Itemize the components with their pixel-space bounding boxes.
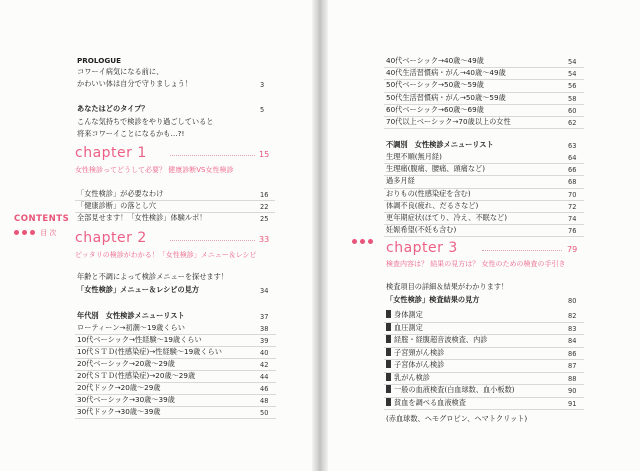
list-item: [386, 201, 478, 210]
list-item: [386, 117, 511, 126]
divider: [384, 409, 584, 410]
dot-icon: [368, 239, 373, 244]
chapter2-title: chapter 2: [75, 230, 147, 246]
list-item-page: 91: [568, 399, 577, 408]
list-item: [386, 348, 444, 357]
ch2-list-heading: 年代別 女性検診メニューリスト: [77, 311, 185, 320]
ch2-intro: 年齢と不調によって検診メニューを探せます！: [77, 272, 228, 281]
list-item-page: 70: [568, 190, 577, 199]
list-item-label: 貧血を調べる血液検査: [394, 397, 466, 407]
dot-icon: [352, 239, 357, 244]
list-item-label: 一般の血液検査(白血球数、血小板数): [394, 385, 515, 394]
symptom-heading: 不調別 女性検診メニューリスト: [386, 140, 494, 149]
list-item-page: 86: [568, 349, 577, 358]
ch1-item-2-page: 22: [260, 203, 269, 211]
list-item-page: 50: [260, 409, 269, 417]
type-page: 5: [260, 106, 265, 114]
ch3-heading: 「女性検診」検査結果の見方: [386, 295, 480, 304]
list-item-page: 42: [260, 361, 269, 369]
list-item-page: 68: [568, 178, 577, 187]
list-item-label: 30代ベーシック→30歳〜39歳: [77, 395, 175, 404]
ch3-last-sub: (赤血球数、ヘモグロビン、ヘマトクリット): [386, 414, 528, 423]
list-item-label: 50代生活習慣病・がん→50歳〜59歳: [386, 92, 506, 102]
list-item-label: 20代ベーシック→20歳〜29歳: [77, 359, 175, 368]
list-item: [77, 371, 195, 380]
left-page: [0, 0, 318, 471]
bullet-icon: [386, 385, 391, 393]
list-item: [386, 225, 456, 234]
chapter1-leader: [170, 155, 255, 156]
list-item: [386, 80, 484, 89]
list-item: [77, 323, 185, 332]
list-item-label: 妊娠希望(不妊も含む): [386, 225, 457, 235]
dot-icon: [14, 230, 19, 235]
chapter3-page: 79: [567, 245, 578, 254]
list-item-page: 62: [568, 119, 577, 127]
list-item: [386, 213, 507, 222]
chapter2-subtitle: ピッタリの検診がわかる！「女性検診」メニュー＆レシピ: [75, 251, 257, 259]
list-item-label: 50代ベーシック→50歳〜59歳: [386, 80, 484, 90]
list-item: [386, 152, 442, 161]
list-item-page: 39: [260, 337, 269, 345]
chapter3-subtitle: 検査内容は？ 結果の見方は？ 女性のための検査の手引き: [386, 260, 566, 268]
list-item-page: 90: [568, 387, 577, 395]
list-item-label: 更年期症状(ほてり、冷え、不眠など): [386, 213, 508, 222]
bullet-icon: [386, 348, 391, 356]
list-item-label: 経腟・経腹超音波検査、内診: [394, 335, 488, 344]
list-item-label: 子宮体がん検診: [394, 360, 445, 369]
ch3-heading-page: 80: [568, 297, 577, 305]
chapter3-dots: [352, 238, 376, 246]
chapter1-subtitle: 女性検診ってどうして必要？ 健康診断VS女性検診: [75, 166, 234, 174]
bullet-icon: [386, 310, 391, 318]
ch1-item-1-page: 16: [260, 191, 269, 199]
list-item-label: 30代ドック→30歳〜39歳: [77, 407, 161, 416]
list-item: [386, 373, 430, 382]
list-item: [386, 68, 506, 77]
list-item-page: 72: [568, 202, 577, 211]
list-item: [386, 323, 423, 332]
list-item: [386, 335, 487, 344]
list-item-label: おりもの(性感染症を含む): [386, 188, 471, 198]
list-item-label: 体調不良(疲れ、だるさなど): [386, 200, 479, 210]
book-gutter: [312, 0, 328, 471]
ch1-item-2: 「健康診断」の落とし穴: [77, 201, 157, 210]
ch1-item-3: 全部見せます！「女性検診」体験ルポ！: [77, 213, 207, 222]
ch2-heading: 「女性検診」メニュー＆レシピの見方: [77, 285, 200, 294]
type-line3: 将来コワーイことになるかも…?!: [77, 129, 185, 138]
contents-sub: [14, 228, 56, 238]
ch2-heading-page: 34: [260, 287, 269, 295]
contents-sub-text: 目 次: [40, 229, 57, 237]
list-item-page: 38: [260, 325, 269, 333]
list-item: [77, 407, 161, 416]
prologue-line1: コワーイ病気になる前に、: [77, 67, 164, 76]
dot-icon: [30, 230, 35, 235]
prologue-line2: かわいい体は自分で守りましょう！: [77, 79, 193, 88]
list-item: [386, 360, 444, 369]
chapter3-title: chapter 3: [386, 240, 458, 256]
list-item-label: 40代ベーシック→40歳〜49歳: [386, 56, 484, 65]
divider: [75, 418, 276, 419]
list-item-label: 乳がん検診: [394, 372, 430, 382]
list-item-label: 身体測定: [394, 310, 423, 319]
list-item-label: 子宮頸がん検診: [394, 347, 445, 357]
list-item-label: 生理痛(腹痛、腰痛、頭痛など): [386, 164, 486, 174]
list-item-page: 87: [568, 362, 577, 370]
list-item-label: 20代ドック→20歳〜29歳: [77, 383, 161, 392]
contents-label: CONTENTS: [14, 214, 70, 224]
chapter1-page: 15: [259, 150, 270, 159]
dot-icon: [22, 230, 27, 235]
symptom-heading-page: 63: [568, 142, 577, 150]
ch1-item-1: 「女性検診」が必要なわけ: [77, 189, 164, 198]
list-item: [386, 56, 484, 65]
list-item: [386, 385, 515, 394]
list-item-page: 56: [568, 82, 577, 91]
list-item: [77, 347, 222, 356]
list-item-label: 血圧測定: [394, 322, 423, 332]
bullet-icon: [386, 335, 391, 343]
divider: [384, 128, 584, 129]
list-item: [386, 398, 466, 407]
list-item-page: 48: [260, 397, 269, 405]
prologue-page: 3: [260, 81, 265, 89]
prologue-title: PROLOGUE: [77, 56, 121, 65]
chapter1-title: chapter 1: [75, 145, 147, 161]
bullet-icon: [386, 323, 391, 331]
list-item-page: 66: [568, 166, 577, 175]
right-page: [322, 0, 640, 471]
chapter3-leader: [482, 250, 562, 251]
list-item-page: 64: [568, 154, 577, 162]
list-item-page: 83: [568, 324, 577, 333]
list-item-page: 44: [260, 373, 269, 381]
list-item: [77, 335, 202, 344]
list-item: [77, 383, 161, 392]
list-item-page: 54: [568, 58, 577, 66]
divider: [384, 236, 584, 237]
list-item-label: 60代ベーシック→60歳〜69歳: [386, 104, 484, 114]
list-item-label: 10代ＳＴＤ(性感染症)→性経験〜19歳くらい: [77, 347, 222, 356]
list-item: [386, 93, 506, 102]
list-item-page: 54: [568, 70, 577, 79]
list-item: [386, 164, 485, 173]
bullet-icon: [386, 398, 391, 406]
bullet-icon: [386, 373, 391, 381]
chapter2-page: 33: [259, 235, 270, 244]
list-item-label: 20代ＳＴＤ(性感染症)→20歳〜29歳: [77, 371, 196, 380]
list-item-label: 生理不順(無月経): [386, 152, 442, 161]
list-item-page: 76: [568, 227, 577, 236]
list-item-label: 10代ベーシック→性経験〜19歳くらい: [77, 335, 202, 344]
ch1-item-3-page: 25: [260, 215, 269, 223]
list-item: [77, 359, 175, 368]
list-item-page: 58: [568, 94, 577, 103]
list-item-page: 82: [568, 312, 577, 320]
list-item: [386, 105, 484, 114]
list-item: [77, 395, 175, 404]
list-item: [386, 310, 423, 319]
bullet-icon: [386, 360, 391, 368]
ch2-list-heading-page: 37: [260, 313, 269, 321]
list-item-label: 過多月経: [386, 176, 415, 186]
list-item: [386, 176, 415, 185]
list-item-label: ローティーン→初潮〜19歳くらい: [77, 323, 185, 332]
list-item-page: 88: [568, 374, 577, 383]
chapter2-leader: [170, 240, 255, 241]
list-item-page: 60: [568, 106, 577, 115]
type-line1: あなたはどのタイプ？: [77, 104, 149, 113]
list-item-label: 40代生活習慣病・がん→40歳〜49歳: [386, 68, 506, 78]
list-item-page: 74: [568, 215, 577, 223]
list-item-page: 84: [568, 337, 577, 345]
list-item-label: 70代以上ベーシック→70歳以上の女性: [386, 117, 511, 126]
list-item-page: 40: [260, 349, 269, 357]
type-line2: こんな気持ちで検診をやり過ごしていると: [77, 117, 214, 126]
ch3-intro: 検査項目の詳細＆結果がわかります！: [386, 282, 509, 291]
list-item: [386, 189, 471, 198]
dot-icon: [360, 239, 365, 244]
list-item-page: 46: [260, 385, 269, 393]
